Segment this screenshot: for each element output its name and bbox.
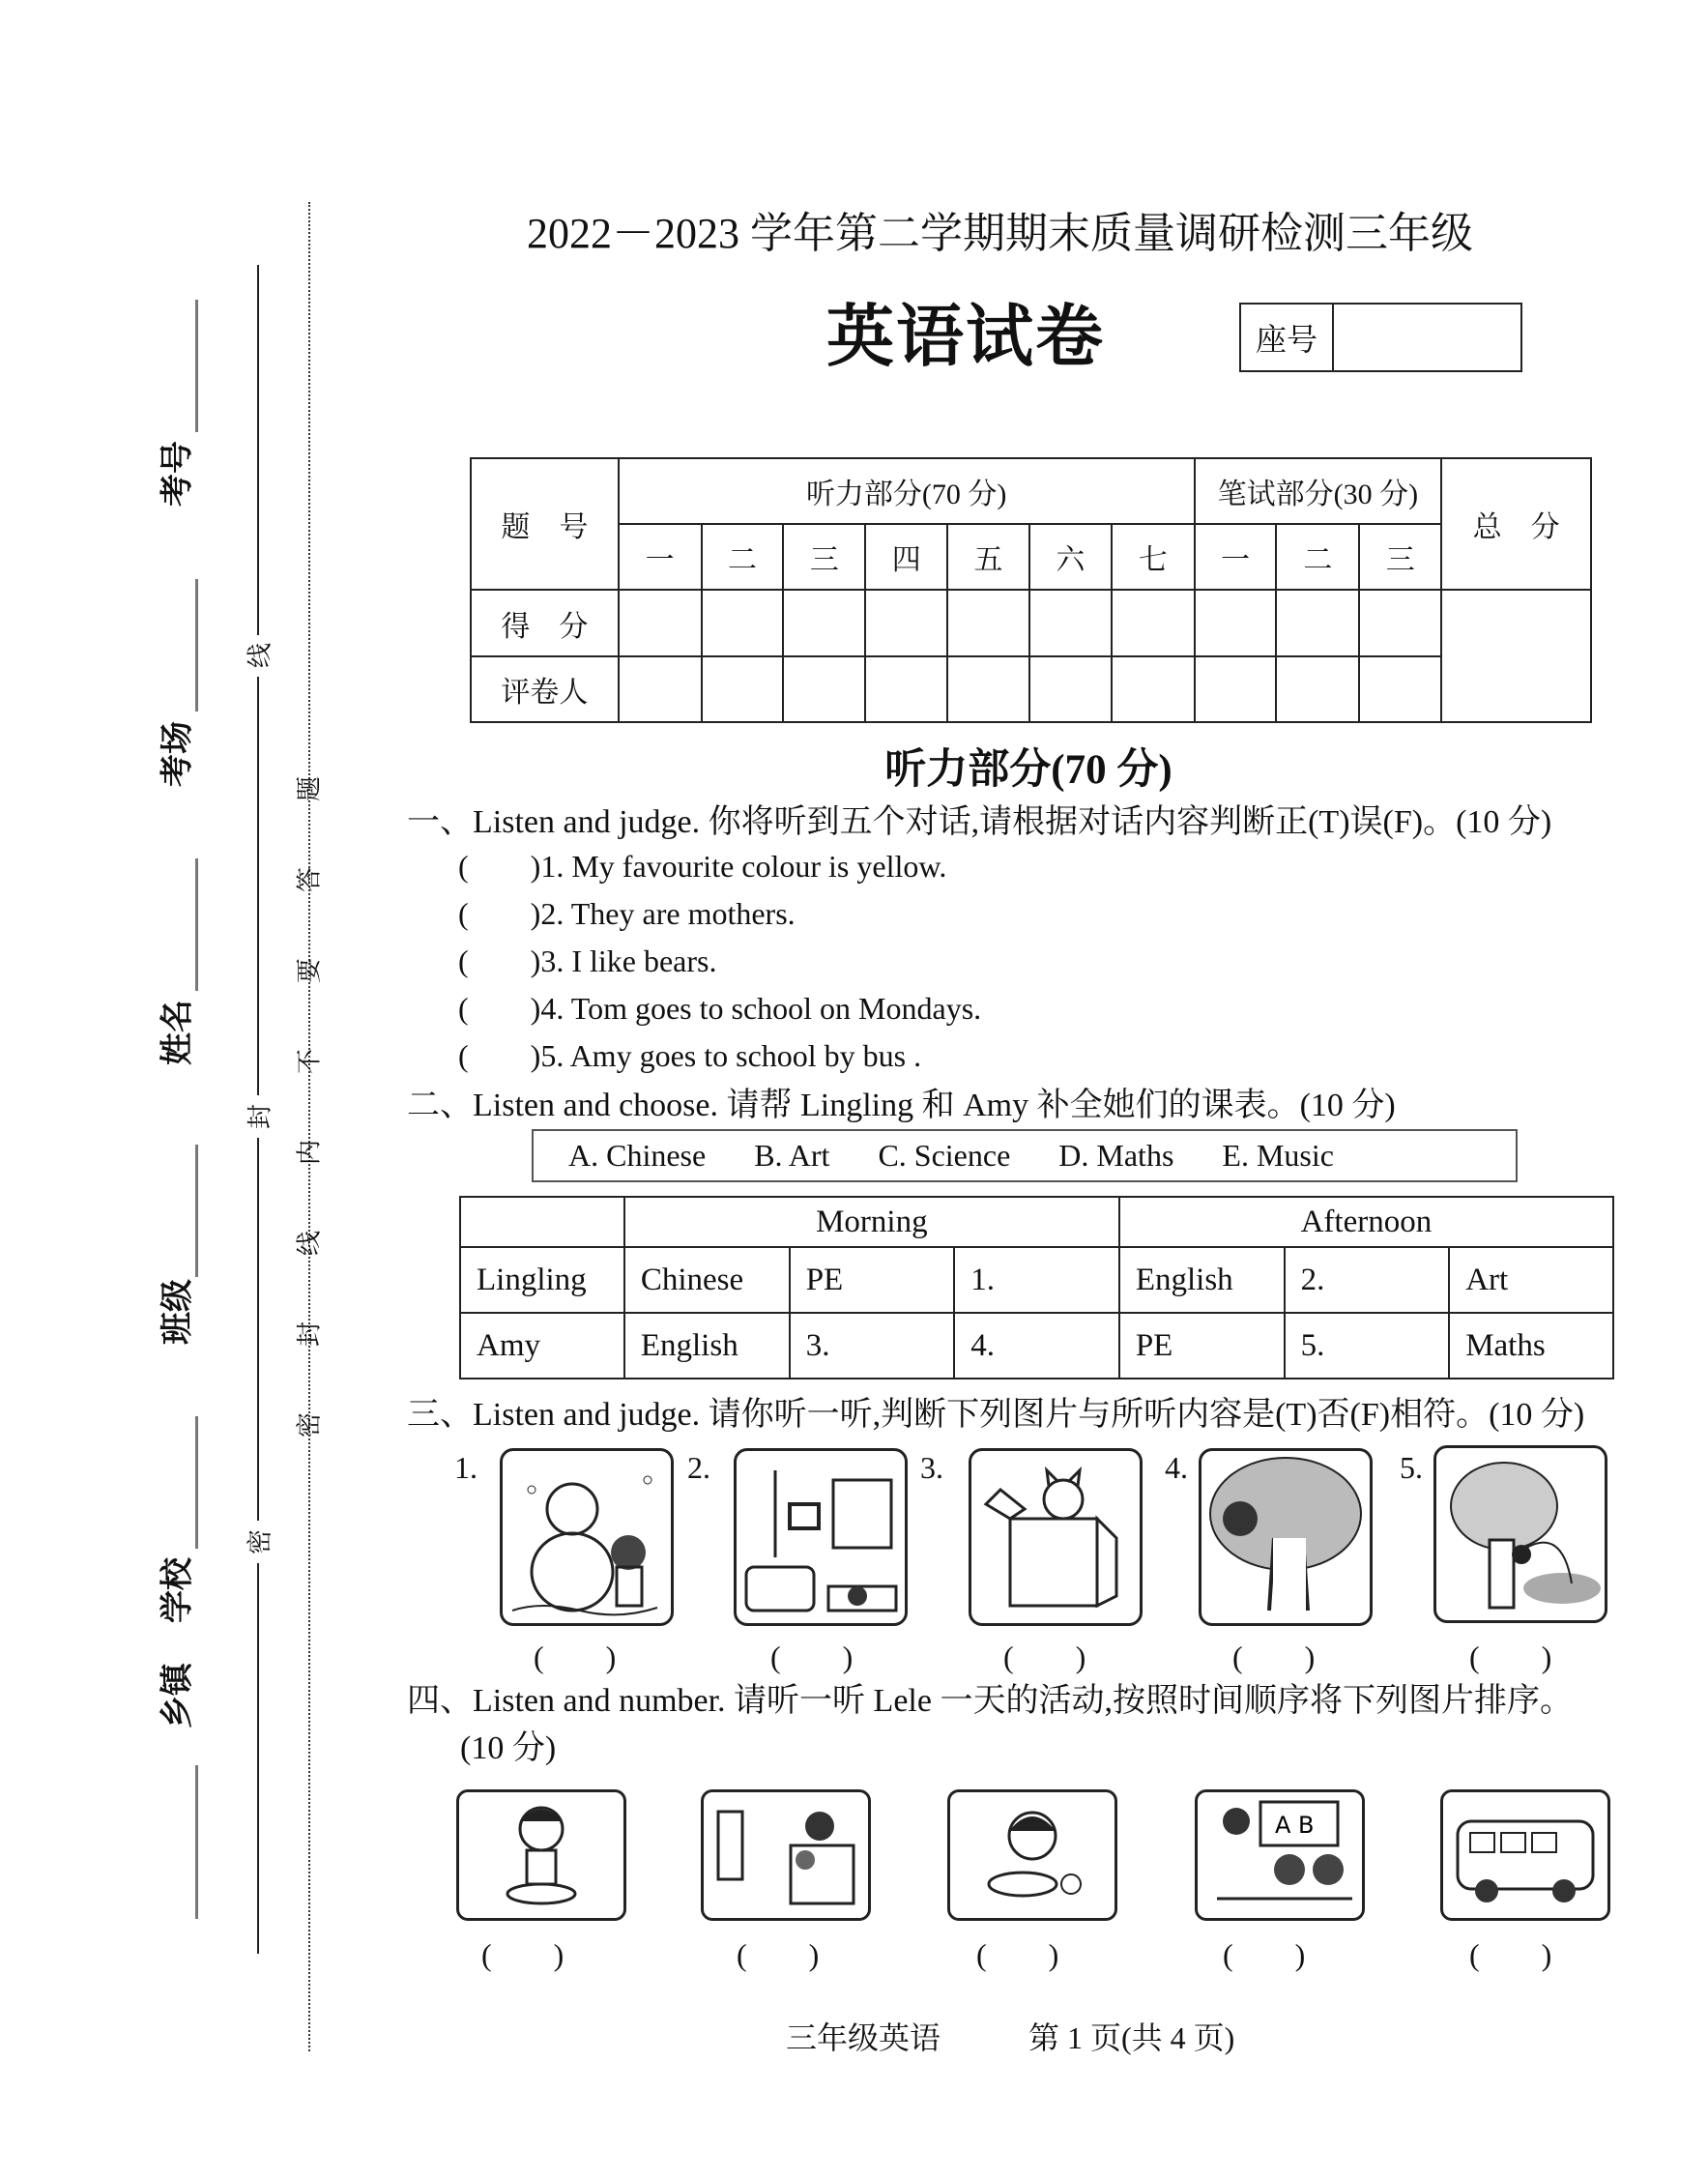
seal-mark-secret: 密 [241, 1529, 276, 1554]
grader-row-label: 评卷人 [471, 656, 619, 722]
answer-blank[interactable]: ( [458, 1038, 531, 1073]
col-writing-3: 三 [1359, 524, 1441, 590]
writing-header: 笔试部分(30 分) [1195, 458, 1442, 524]
boy-eating-picture [947, 1789, 1117, 1921]
name-label: 姓名 [159, 1000, 196, 1065]
grader-cell[interactable] [865, 656, 947, 722]
seal-line [257, 1138, 259, 1521]
fill-line [195, 858, 198, 991]
answer-bracket[interactable]: ( ) [1232, 1640, 1316, 1674]
school-label: 学校 [159, 1557, 196, 1623]
score-cell[interactable] [1276, 590, 1359, 656]
part4-points: (10 分) [460, 1730, 557, 1766]
item-text: They are mothers. [570, 896, 796, 931]
grader-cell[interactable] [1276, 656, 1359, 722]
table-cell: PE [1119, 1313, 1285, 1379]
option-b: B. Art [754, 1138, 830, 1173]
answer-bracket[interactable]: ( ) [1223, 1937, 1306, 1972]
total-score-cell[interactable] [1441, 590, 1591, 722]
picture-number: 3. [920, 1450, 943, 1485]
part4-heading: 四、Listen and number. 请听一听 Lele 一天的活动,按照时间顺序将下列图片排序。 [407, 1683, 1573, 1719]
item-text: My favourite colour is yellow. [571, 849, 947, 884]
town-label: 乡镇 [159, 1663, 196, 1728]
blank-cell[interactable]: 2. [1285, 1247, 1450, 1313]
subject-title: 英语试卷 [826, 296, 1105, 376]
no-answer-warning: 密封线内不要答题 [295, 710, 324, 1438]
fill-line [195, 1145, 198, 1277]
option-e: E. Music [1222, 1138, 1334, 1173]
table-cell: Chinese [624, 1247, 790, 1313]
col-listening-7: 七 [1112, 524, 1195, 590]
list-item [458, 842, 946, 886]
grader-cell[interactable] [1029, 656, 1112, 722]
list-item [458, 1031, 921, 1076]
part3-heading: 三、Listen and judge. 请你听一听,判断下列图片与所听内容是(T)否(F)相符。(10 分) [407, 1397, 1585, 1433]
list-item [458, 937, 716, 981]
footer-subject: 三年级英语 [786, 2020, 941, 2055]
exam-number-label: 考号 [159, 441, 196, 507]
bus-picture [1440, 1789, 1610, 1921]
fill-line [195, 300, 198, 432]
col-listening-3: 三 [783, 524, 865, 590]
answer-bracket[interactable]: ( ) [770, 1640, 854, 1674]
col-listening-4: 四 [865, 524, 947, 590]
col-listening-6: 六 [1029, 524, 1112, 590]
classroom-picture [1195, 1789, 1365, 1921]
item-text: Tom goes to school on Mondays. [570, 991, 982, 1026]
answer-blank[interactable]: ( [458, 991, 531, 1026]
seat-number-field[interactable] [1334, 305, 1520, 370]
answer-bracket[interactable]: ( ) [1469, 1640, 1552, 1674]
item-text: Amy goes to school by bus . [569, 1038, 922, 1073]
col-listening-5: 五 [947, 524, 1029, 590]
blank-cell[interactable]: 4. [954, 1313, 1119, 1379]
seat-number-box [1239, 303, 1522, 372]
item-number: )1. [530, 849, 565, 884]
boy-fishing-picture [1433, 1445, 1607, 1623]
afternoon-header: Afternoon [1119, 1197, 1613, 1247]
boy-jumping-picture [456, 1789, 626, 1921]
answer-bracket[interactable]: ( ) [534, 1640, 617, 1674]
col-writing-2: 二 [1276, 524, 1359, 590]
score-cell[interactable] [947, 590, 1029, 656]
answer-bracket[interactable]: ( ) [1003, 1640, 1086, 1674]
score-row-label: 得 分 [471, 590, 619, 656]
answer-blank[interactable]: ( [458, 849, 531, 884]
grader-cell[interactable] [619, 656, 702, 722]
table-cell: PE [790, 1247, 955, 1313]
score-cell[interactable] [619, 590, 702, 656]
options-box [532, 1129, 1518, 1182]
table-cell: Maths [1449, 1313, 1613, 1379]
answer-blank[interactable]: ( [458, 944, 531, 978]
score-cell[interactable] [865, 590, 947, 656]
table-cell: English [1119, 1247, 1285, 1313]
table-row [460, 1247, 1613, 1313]
item-number: )5. [530, 1038, 565, 1073]
item-number: )3. [530, 944, 565, 978]
student-name: Lingling [460, 1247, 624, 1313]
part2-heading: 二、Listen and choose. 请帮 Lingling 和 Amy 补全她们的课表。(10 分) [407, 1088, 1396, 1123]
score-cell[interactable] [1359, 590, 1441, 656]
seal-line [257, 265, 259, 635]
seal-mark-line: 线 [241, 643, 276, 668]
col-writing-1: 一 [1195, 524, 1277, 590]
bedroom-picture [734, 1448, 908, 1626]
blank-cell[interactable]: 3. [790, 1313, 955, 1379]
col-listening-1: 一 [619, 524, 702, 590]
family-tv-picture [701, 1789, 871, 1921]
score-cell[interactable] [1195, 590, 1277, 656]
option-d: D. Maths [1058, 1138, 1174, 1173]
score-cell[interactable] [702, 590, 784, 656]
fill-line [195, 1765, 198, 1919]
option-a: A. Chinese [568, 1138, 707, 1173]
answer-bracket[interactable]: ( ) [737, 1937, 820, 1972]
picture-number: 5. [1400, 1450, 1423, 1485]
table-cell: Art [1449, 1247, 1613, 1313]
list-item [458, 889, 796, 934]
col-listening-2: 二 [702, 524, 784, 590]
class-label: 班级 [159, 1279, 196, 1345]
score-cell[interactable] [1029, 590, 1112, 656]
grader-cell[interactable] [702, 656, 784, 722]
grader-cell[interactable] [1112, 656, 1195, 722]
answer-blank[interactable]: ( [458, 896, 531, 931]
listening-header: 听力部分(70 分) [619, 458, 1195, 524]
morning-header: Morning [624, 1197, 1119, 1247]
answer-bracket[interactable]: ( ) [481, 1937, 565, 1972]
listening-section-heading: 听力部分(70 分) [884, 747, 1172, 793]
list-item [458, 984, 981, 1029]
question-number-header: 题 号 [471, 458, 619, 590]
picture-number: 4. [1165, 1450, 1188, 1485]
page-number: 第 1 页(共 4 页) [1028, 2020, 1235, 2055]
score-table [470, 457, 1592, 723]
exam-title: 2022－2023 学年第二学期期末质量调研检测三年级 [527, 210, 1473, 257]
table-row [460, 1313, 1613, 1379]
answer-bracket[interactable]: ( ) [976, 1937, 1059, 1972]
item-number: )4. [530, 991, 565, 1026]
seal-mark-seal: 封 [241, 1104, 276, 1129]
snowman-picture [500, 1448, 674, 1626]
student-name: Amy [460, 1313, 624, 1379]
timetable-corner [460, 1197, 624, 1247]
blank-cell[interactable]: 5. [1285, 1313, 1450, 1379]
picture-number: 2. [687, 1450, 710, 1485]
grader-cell[interactable] [1359, 656, 1441, 722]
seat-number-label: 座号 [1241, 305, 1334, 370]
grader-cell[interactable] [783, 656, 865, 722]
option-c: C. Science [878, 1138, 1011, 1173]
table-cell: English [624, 1313, 790, 1379]
item-text: I like bears. [571, 944, 717, 978]
item-number: )2. [530, 896, 565, 931]
grader-cell[interactable] [1195, 656, 1277, 722]
seal-line [257, 1563, 259, 1954]
total-header: 总 分 [1441, 458, 1591, 590]
svg-text:A B: A B [1275, 1812, 1315, 1839]
score-cell[interactable] [783, 590, 865, 656]
fill-line [195, 1416, 198, 1549]
blank-cell[interactable]: 1. [954, 1247, 1119, 1313]
part1-heading: 一、Listen and judge. 你将听到五个对话,请根据对话内容判断正(T)误(F)。(10 分) [407, 804, 1552, 840]
exam-room-label: 考场 [159, 721, 196, 787]
answer-bracket[interactable]: ( ) [1469, 1937, 1552, 1972]
picture-number: 1. [454, 1450, 478, 1485]
grader-cell[interactable] [947, 656, 1029, 722]
cat-in-box-picture [969, 1448, 1143, 1626]
fill-line [195, 579, 198, 711]
timetable [459, 1196, 1614, 1379]
monkey-in-tree-picture [1199, 1448, 1373, 1626]
score-cell[interactable] [1112, 590, 1195, 656]
